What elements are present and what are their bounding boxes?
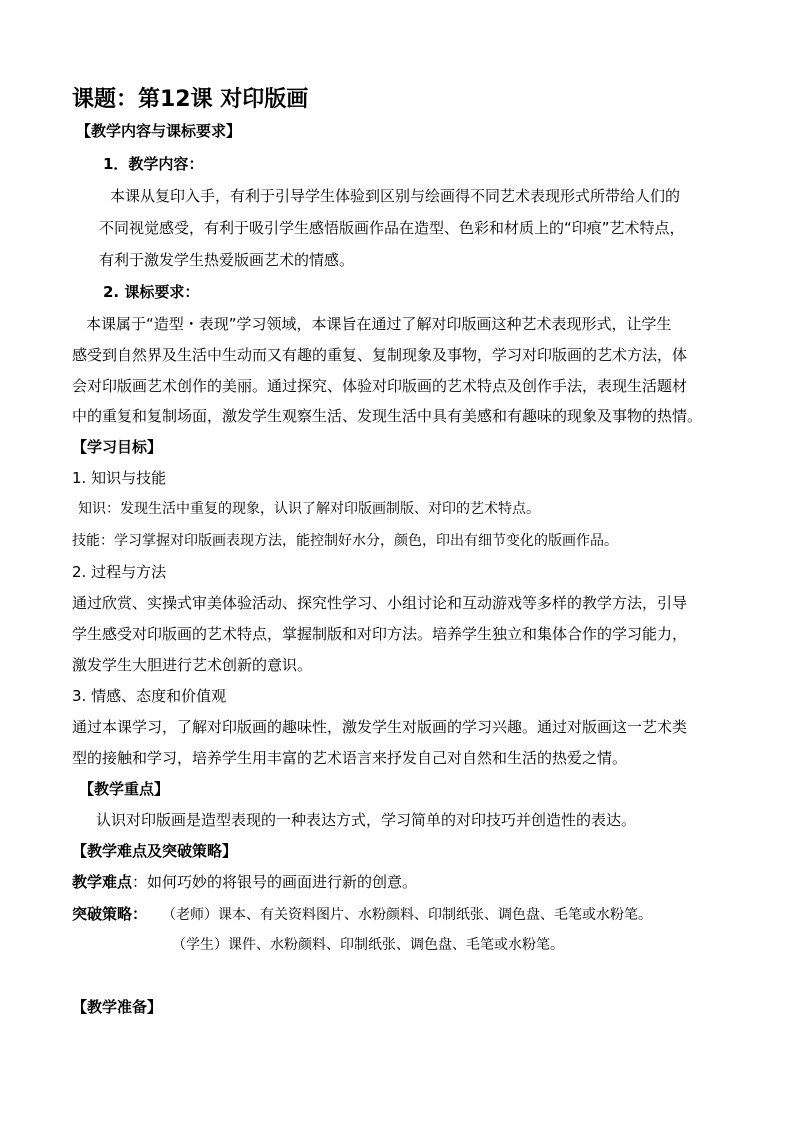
heading-learning-goals: 【学习目标】 (72, 438, 163, 456)
paragraph-line: 激发学生大胆进行艺术创新的意识。 (72, 656, 313, 674)
goal-knowledge-text: 知识：发现生活中重复的现象，认识了解对印版画制版、对印的艺术特点。 (78, 501, 540, 517)
heading-content-standards: 【教学内容与课标要求】 (76, 122, 242, 140)
difficulty-row (72, 872, 417, 892)
strategy-label: 突破策略： (72, 905, 148, 923)
item-standards-label: 2. 课标要求： (103, 283, 200, 301)
strategy-student-text: （学生）课件、水粉颜料、印制纸张、调色盘、毛笔或水粉笔。 (172, 937, 564, 953)
goal-process-label: 2. 过程与方法 (72, 563, 167, 581)
difficulty-label: 教学难点 (72, 873, 133, 891)
heading-teaching-focus: 【教学重点】 (79, 780, 170, 798)
strategy-teacher-text: （老师）课本、有关资料图片、水粉颜料、印制纸张、调色盘、毛笔或水粉笔。 (162, 907, 652, 923)
difficulty-text: ：如何巧妙的将银号的画面进行新的创意。 (132, 873, 418, 891)
page-title: 课题：第12课 对印版画 (72, 87, 309, 112)
goal-skill-text: 技能：学习掌握对印版画表现方法，能控制好水分，颜色，印出有细节变化的版画作品。 (72, 533, 618, 549)
heading-teaching-prep: 【教学准备】 (72, 998, 163, 1016)
goal-emotion-label: 3. 情感、态度和价值观 (72, 687, 227, 705)
heading-difficulty-strategy: 【教学难点及突破策略】 (72, 842, 238, 860)
goal-knowledge-skills-label: 1. 知识与技能 (72, 469, 167, 487)
paragraph-line: 有利于激发学生热爱版画艺术的情感。 (99, 251, 355, 269)
paragraph-line: 通过欣赏、实操式审美体验活动、探究性学习、小组讨论和互动游戏等多样的教学方法，引导 (72, 594, 688, 612)
paragraph-line: 感受到自然界及生活中生动而又有趣的重复、复制现象及事物，学习对印版画的艺术方法，体 (72, 346, 688, 364)
paragraph-line: 中的重复和复制场面，激发学生观察生活、发现生活中具有美感和有趣味的现象及事物的热情。 (72, 407, 703, 425)
paragraph-line: 学生感受对印版画的艺术特点，掌握制版和对印方法。培养学生独立和集体合作的学习能力， (72, 625, 688, 643)
focus-text: 认识对印版画是造型表现的一种表达方式，学习简单的对印技巧并创造性的表达。 (96, 811, 637, 829)
item-teaching-content-label: 1．教学内容： (103, 155, 204, 173)
paragraph-line: 本课从复印入手，有利于引导学生体验到区别与绘画得不同艺术表现形式所带给人们的 (110, 187, 681, 205)
paragraph-line: 通过本课学习，了解对印版画的趣味性，激发学生对版画的学习兴趣。通过对版画这一艺术类 (72, 718, 688, 736)
paragraph-line: 会对印版画艺术创作的美丽。通过探究、体验对印版画的艺术特点及创作手法，表现生活题材 (72, 377, 688, 395)
paragraph-line: 本课属于“造型・表现”学习领域，本课旨在通过了解对印版画这种艺术表现形式，让学生 (86, 315, 672, 333)
paragraph-line: 型的接触和学习，培养学生用丰富的艺术语言来抒发自己对自然和生活的热爱之情。 (72, 749, 628, 767)
paragraph-line: 不同视觉感受，有利于吸引学生感悟版画作品在造型、色彩和材质上的“印痕”艺术特点， (99, 219, 685, 237)
